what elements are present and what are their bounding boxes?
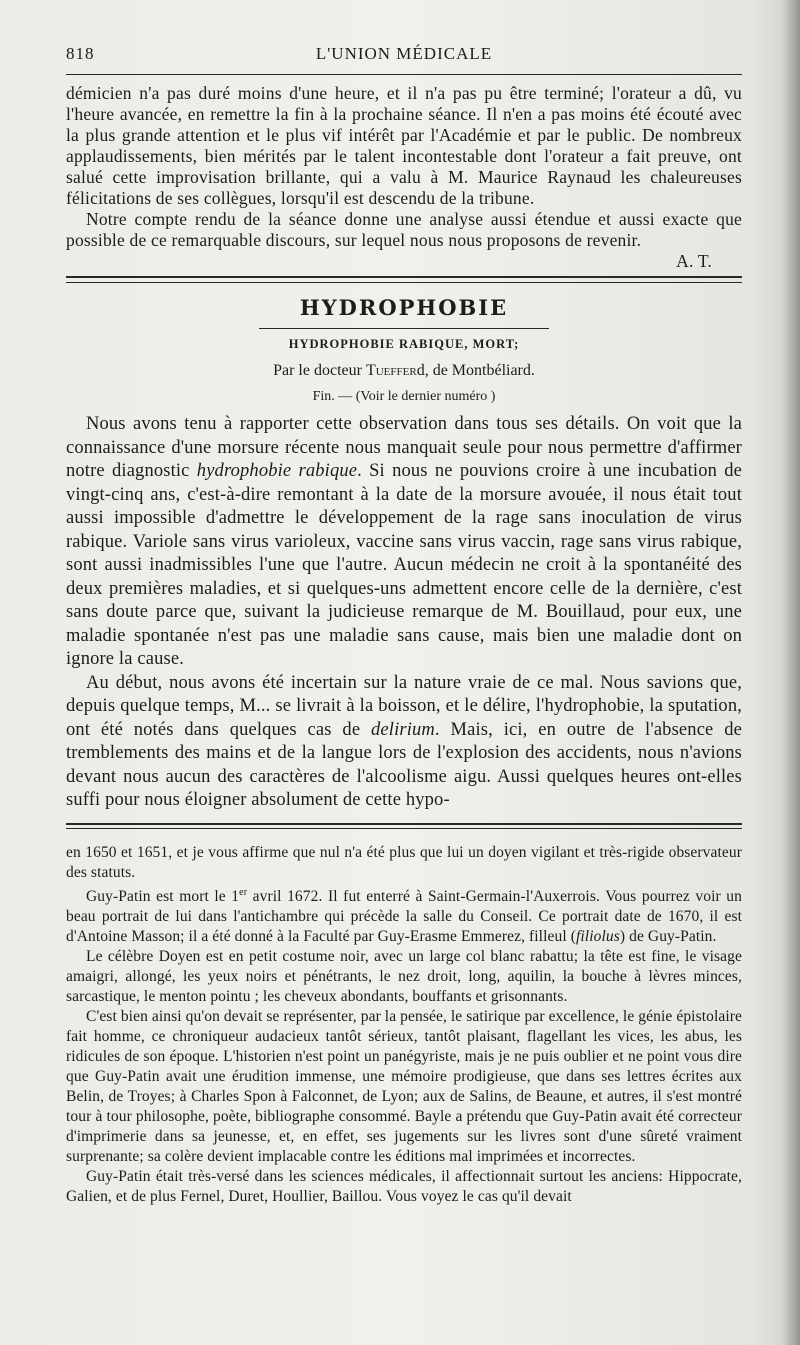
- feuilleton-paragraph-2: [66, 883, 742, 947]
- fp2-text-c: ) de Guy-Patin.: [619, 927, 717, 945]
- title-rule: [259, 328, 549, 329]
- header-rule: [66, 74, 742, 75]
- fp2-text-b: avril 1672. Il fut enterré à Saint-Germain-l'Auxerrois. Vous pourrez voir un beau portrait de lui dans l'antichambre qui précède la salle du Conseil. Ce portrait date de 1670, il est d'Antoine Masson; il a été donné à la Faculté par Guy-Erasme Emmerez, filleul (: [66, 887, 742, 945]
- feuilleton-paragraph-1: en 1650 et 1651, et je vous affirme que nul n'a été plus que lui un doyen vigilant et très-rigide observateur des statuts.: [66, 843, 742, 881]
- section-title: HYDROPHOBIE: [299, 295, 509, 320]
- p2-italic: delirium: [371, 719, 435, 740]
- p2-text-b: . Mais, ici, en outre de l'absence de tremblements des mains et de la langue lors de l'explosion des accidents, nous n'avions devant nous aucun des caractères de l'alcoolisme aigu. Aussi quelques heures ont-elles suffi pour nous éloigner absolument de cette hypo-: [66, 719, 743, 810]
- continuation-note: Fin. — (Voir le dernier numéro ): [312, 389, 496, 404]
- running-header: [66, 36, 742, 66]
- article-paragraph-2: [66, 672, 742, 813]
- article-paragraph-1: [66, 413, 742, 672]
- byline-suffix: d, de Montbéliard.: [416, 362, 535, 379]
- feuilleton-paragraph-4: C'est bien ainsi qu'on devait se représenter, par la pensée, le satirique par excellence, le génie épistolaire fait homme, ce chroniqueur audacieux tantôt sérieux, tantôt plaisant, flagellant les vices, les abus, les ridicules de son époque. L'historien n'est point un panégyriste, mais je ne puis oublier et ne point vous dire que Guy-Patin avait une érudition immense, une mémoire prodigieuse, que dans ses lettres écrites aux Belin, de Troyes; à Charles Spon à Falconnet, de Lyon; aux de Salins, de Beaune, et autres, il s'est montré tour à tour philosophe, poète, bibliographe consommé. Bayle a prétendu que Guy-Patin avait été correcteur d'imprimerie dans sa jeunesse, et, en effet, ses jugements sur les livres sont d'une sûreté vraiment surprenante; sa colère devient implacable contre les éditions mal imprimées et incorrectes.: [66, 1007, 742, 1165]
- p1-text-b: . Si nous ne pouvions croire à une incubation de vingt-cinq ans, c'est-à-dire remontant à la date de la morsure avouée, il nous était tout aussi impossible d'admettre le développement de la rage sans inoculation de virus rabique. Variole sans virus varioleux, vaccine sans virus vaccin, rage sans virus rabique, sont aussi inadmissibles l'une que l'autre. Aucun médecin ne croit à la spontanéité des deux premières maladies, et si quelques-uns admettent encore celle de la dernière, c'est sans doute parce que, suivant la judicieuse remarque de M. Bouillaud, pour eux, une maladie spontanée n'est pas une maladie sans cause, mais bien une maladie dont on ignore la cause.: [66, 461, 742, 669]
- article-subtitle: HYDROPHOBIE RABIQUE, MORT;: [288, 337, 520, 351]
- feuilleton-rule: [66, 823, 742, 829]
- byline-prefix: Par le docteur: [273, 362, 362, 379]
- page-edge-shadow: [782, 0, 800, 1345]
- fp2-italic: filiolus: [575, 927, 620, 945]
- section-rule: [66, 276, 742, 283]
- p1-italic: hydrophobie rabique: [196, 461, 358, 481]
- p2-text-a: Au début, nous avons été incertain sur la nature vraie de ce mal. Nous savions que, depuis quelque temps, M... se livrait à la boisson, et le délire, l'hydrophobie, la sputation, ont été notés dans quelques cas de: [66, 672, 742, 740]
- feuilleton-paragraph-3: Le célèbre Doyen est en petit costume noir, avec un large col blanc rabattu; la tête est fine, le visage amaigri, allongé, les yeux noirs et pénétrants, le nez droit, long, aquilin, la bouche à lèvres minces, sarcastique, le menton pointu ; les cheveux abondants, bouffants et grisonnants.: [66, 947, 742, 1005]
- p1-text-a: Nous avons tenu à rapporter cette observation dans tous ses détails. On voit que la connaissance d'une morsure récente nous manquait seule pour nous permettre d'affirmer notre diagnostic: [66, 414, 742, 481]
- article-byline: [66, 362, 742, 380]
- intro-section: [66, 83, 742, 272]
- fp2-sup: er: [239, 886, 248, 898]
- intro-signature-line: [66, 251, 742, 272]
- article-body: [66, 413, 742, 813]
- page-number: 818: [66, 44, 95, 63]
- author-name: Tueffer: [365, 362, 417, 379]
- feuilleton-paragraph-5: Guy-Patin était très-versé dans les sciences médicales, il affectionnait surtout les anciens: Hippocrate, Galien, et de plus Fernel, Duret, Houllier, Baillou. Vous voyez le cas qu'il devait: [66, 1167, 742, 1205]
- intro-signature: A. T.: [676, 251, 712, 271]
- journal-title: L'UNION MÉDICALE: [315, 44, 493, 63]
- intro-paragraph-1: démicien n'a pas duré moins d'une heure, et il n'a pas pu être terminé; l'orateur a dû, vu l'heure avancée, en remettre la fin à la prochaine séance. Il n'en a pas moins été écouté avec la plus grande attention et le plus vif intérêt par l'Académie et par le public. De nombreux applaudissements, bien mérités par le talent incontestable dont l'orateur a fait preuve, ont salué cette improvisation brillante, qui a valu à M. Maurice Raynaud les chaleureuses félicitations de ses collègues, lorsqu'il est descendu de la tribune.: [66, 83, 742, 208]
- intro-paragraph-2: Notre compte rendu de la séance donne une analyse aussi étendue et aussi exacte que possible de ce remarquable discours, sur lequel nous nous proposons de revenir.: [66, 209, 742, 250]
- feuilleton-section: [66, 843, 742, 1207]
- fp2-text-a: Guy-Patin est mort le 1: [86, 887, 240, 905]
